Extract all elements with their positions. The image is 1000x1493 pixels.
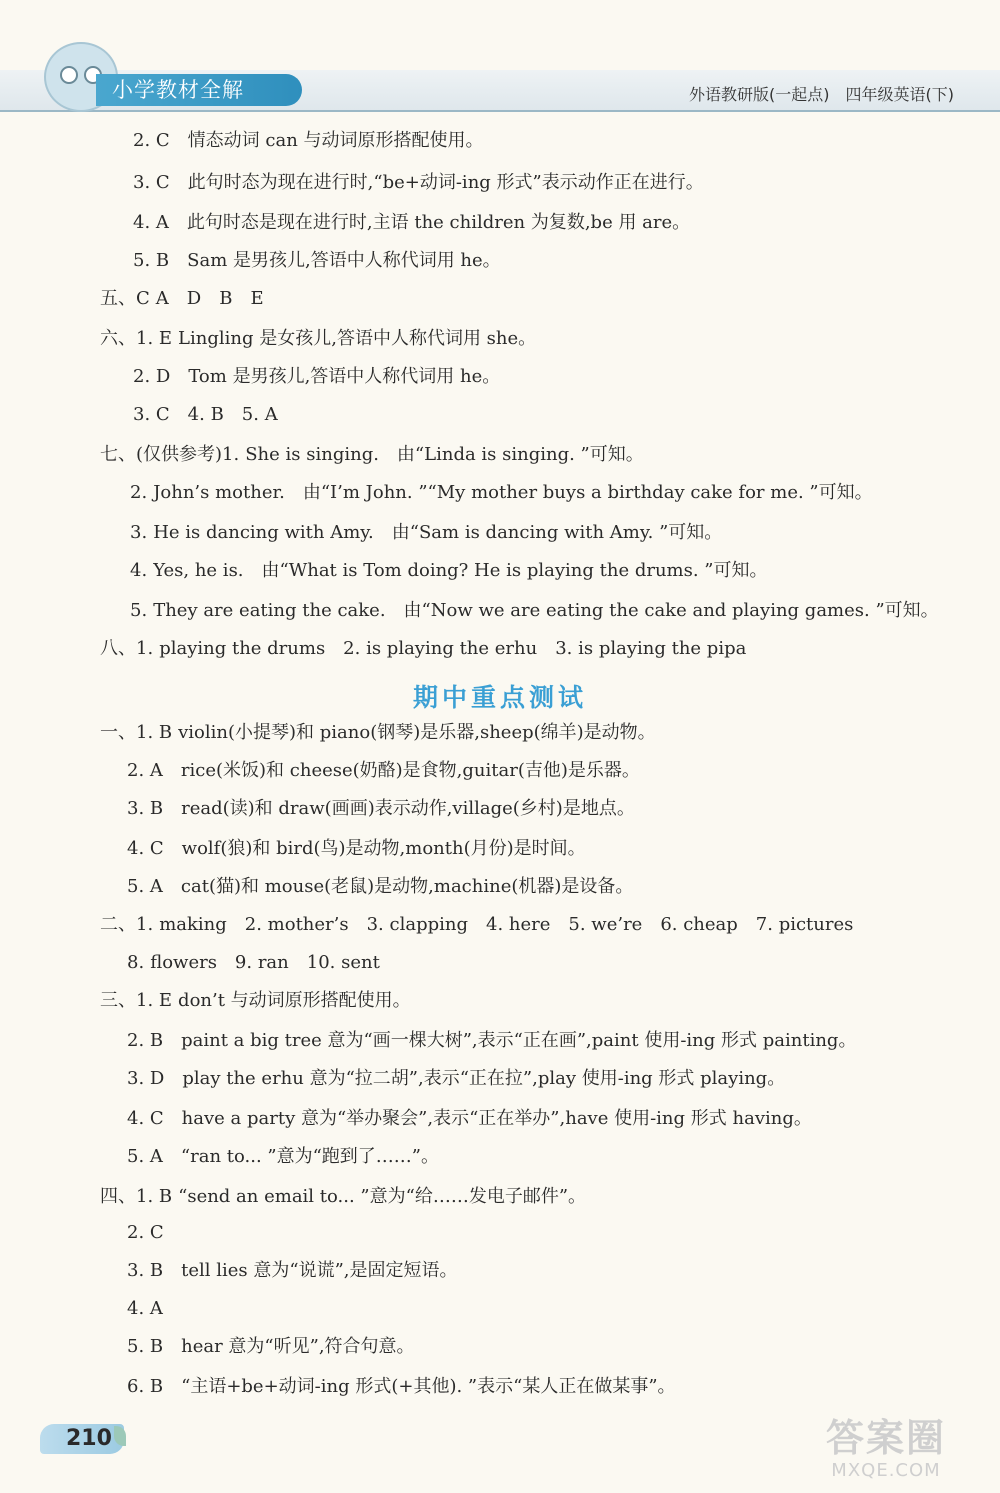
- answer-text: Sam 是男孩儿,答语中人称代词用 he。: [187, 250, 501, 271]
- answer-number: 2. C: [127, 1222, 164, 1243]
- answer-text: Lingling 是女孩儿,答语中人称代词用 she。: [178, 328, 537, 349]
- answer-line: [100, 722, 656, 744]
- answer-number: 4. A: [127, 1298, 163, 1319]
- answer-text: paint a big tree 意为“画一棵大树”,表示“正在画”,paint 使用-ing 形式 painting。: [181, 1030, 857, 1051]
- answer-number: 2.: [130, 482, 148, 503]
- answer-line: [100, 444, 644, 466]
- answer-line: [133, 250, 501, 272]
- answer-line: [127, 1108, 812, 1130]
- answer-number: 3. B: [127, 1260, 164, 1281]
- answer-text: They are eating the cake. 由“Now we are eating the cake and playing games. ”可知。: [153, 600, 939, 621]
- answer-line: [130, 522, 722, 544]
- answer-line: [100, 1186, 586, 1208]
- answer-line: [130, 600, 939, 622]
- watermark: [796, 1416, 976, 1486]
- answer-number: 5. A: [127, 1146, 163, 1167]
- answer-line: [127, 798, 635, 820]
- answer-text: 情态动词 can 与动词原形搭配使用。: [187, 130, 484, 151]
- answer-line: [100, 990, 411, 1012]
- answer-text: John’s mother. 由“I’m John. ”“My mother buys a birthday cake for me. ”可知。: [153, 482, 873, 503]
- answer-line: [130, 560, 768, 582]
- edition-label: 外语教研版(一起点) 四年级英语(下): [689, 85, 954, 104]
- answer-number: 6. B: [127, 1376, 164, 1397]
- header-rule: [0, 110, 1000, 112]
- answer-line: [133, 212, 690, 234]
- answer-text: 此句时态是现在进行时,主语 the children 为复数,be 用 are。: [186, 212, 691, 233]
- answer-text: “ran to... ”意为“跑到了……”。: [180, 1146, 440, 1167]
- answer-text: playing the drums 2. is playing the erhu 3. is playing the pipa: [159, 638, 747, 659]
- answer-number: 2. D: [133, 366, 171, 387]
- answer-text: rice(米饭)和 cheese(奶酪)是食物,guitar(吉他)是乐器。: [180, 760, 640, 781]
- answer-text: cat(猫)和 mouse(老鼠)是动物,machine(机器)是设备。: [180, 876, 634, 897]
- answer-number: 2. B: [127, 1030, 164, 1051]
- answer-text: “主语+be+动词-ing 形式(+其他). ”表示“某人正在做某事”。: [181, 1376, 676, 1397]
- answer-number: 2. A: [127, 760, 163, 781]
- watermark-url: MXQE.COM: [831, 1460, 941, 1481]
- answer-line: [133, 404, 278, 426]
- answer-line: [127, 838, 586, 860]
- answer-text: have a party 意为“举办聚会”,表示“正在举办”,have 使用-ing 形式 having。: [181, 1108, 812, 1129]
- answer-line: [127, 1298, 181, 1320]
- section-title: 期中重点测试: [412, 683, 587, 712]
- answer-text: don’t 与动词原形搭配使用。: [178, 990, 411, 1011]
- answer-text: tell lies 意为“说谎”,是固定短语。: [181, 1260, 458, 1281]
- answer-text: She is singing. 由“Linda is singing. ”可知。: [245, 444, 644, 465]
- answer-text: A D B E: [155, 288, 264, 309]
- answer-number: 3. D: [127, 1068, 165, 1089]
- answer-line: [100, 328, 536, 350]
- answer-line: [127, 760, 640, 782]
- answer-number: 三、1. E: [100, 990, 173, 1011]
- answer-text: wolf(狼)和 bird(鸟)是动物,month(月份)是时间。: [181, 838, 586, 859]
- answer-number: 八、1.: [100, 638, 154, 659]
- answer-line: [100, 288, 264, 310]
- watermark-logo: 答案圈: [825, 1416, 946, 1460]
- brand-title: 小学教材全解: [96, 74, 302, 106]
- answer-number: 3.: [130, 522, 148, 543]
- page-header: [0, 0, 1000, 120]
- answer-number: 4. C: [127, 838, 164, 859]
- answer-line: [127, 952, 380, 974]
- answer-line: [133, 366, 500, 388]
- answer-text: violin(小提琴)和 piano(钢琴)是乐器,sheep(绵羊)是动物。: [178, 722, 656, 743]
- answer-number: 8.: [127, 952, 145, 973]
- answer-number: 5. B: [127, 1336, 164, 1357]
- answer-text: He is dancing with Amy. 由“Sam is dancing with Amy. ”可知。: [153, 522, 723, 543]
- answer-text: play the erhu 意为“拉二胡”,表示“正在拉”,play 使用-ing 形式 playing。: [182, 1068, 786, 1089]
- answer-text: 4. B 5. A: [187, 404, 278, 425]
- answer-line: [133, 172, 704, 194]
- answer-text: Yes, he is. 由“What is Tom doing? He is playing the drums. ”可知。: [153, 560, 768, 581]
- answer-number: 二、1.: [100, 914, 154, 935]
- answer-line: [130, 482, 873, 504]
- answer-number: 五、C: [100, 288, 150, 309]
- answer-text: Tom 是男孩儿,答语中人称代词用 he。: [188, 366, 501, 387]
- answer-number: 3. C: [133, 404, 170, 425]
- answer-number: 一、1. B: [100, 722, 173, 743]
- answer-number: 3. C: [133, 172, 170, 193]
- answer-number: 5. A: [127, 876, 163, 897]
- page-number: 210: [66, 1426, 112, 1451]
- answer-line: [127, 1376, 676, 1398]
- answer-text: hear 意为“听见”,符合句意。: [181, 1336, 415, 1357]
- answer-number: 2. C: [133, 130, 170, 151]
- answer-number: 5.: [130, 600, 148, 621]
- answer-number: 七、(仅供参考)1.: [100, 444, 240, 465]
- answer-line: [127, 876, 633, 898]
- answer-text: “send an email to... ”意为“给……发电子邮件”。: [178, 1186, 587, 1207]
- answer-line: [100, 638, 746, 660]
- answer-text: 此句时态为现在进行时,“be+动词-ing 形式”表示动作正在进行。: [187, 172, 704, 193]
- answer-number: 四、1. B: [100, 1186, 173, 1207]
- answer-number: 4.: [130, 560, 148, 581]
- answer-number: 六、1. E: [100, 328, 173, 349]
- answer-number: 5. B: [133, 250, 170, 271]
- answer-text: making 2. mother’s 3. clapping 4. here 5. we’re 6. cheap 7. pictures: [159, 914, 854, 935]
- answer-line: [127, 1146, 439, 1168]
- answer-number: 3. B: [127, 798, 164, 819]
- answer-line: [127, 1030, 856, 1052]
- answer-text: flowers 9. ran 10. sent: [150, 952, 380, 973]
- answer-line: [100, 914, 853, 936]
- answer-number: 4. C: [127, 1108, 164, 1129]
- answer-line: [127, 1336, 415, 1358]
- answer-line: [133, 130, 484, 152]
- answer-line: [127, 1260, 458, 1282]
- answer-line: [127, 1222, 182, 1244]
- answer-text: read(读)和 draw(画画)表示动作,village(乡村)是地点。: [181, 798, 635, 819]
- answer-line: [127, 1068, 785, 1090]
- answer-number: 4. A: [133, 212, 169, 233]
